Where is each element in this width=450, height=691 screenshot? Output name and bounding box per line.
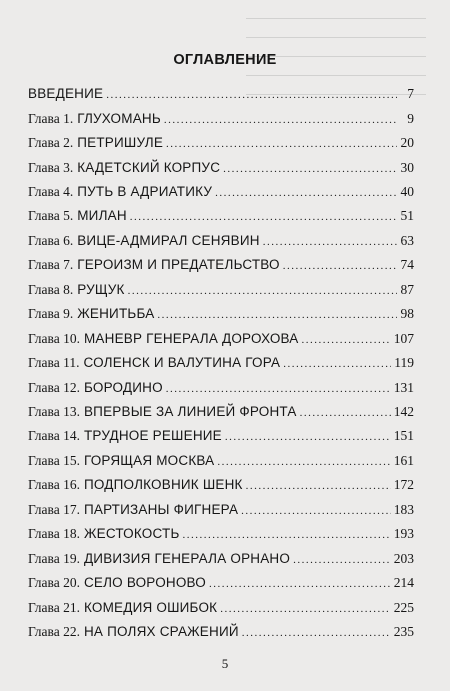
toc-entry-chapter [28, 184, 414, 204]
toc-entry-page: 225 [393, 599, 414, 615]
chapter-label: Глава 3. [28, 159, 74, 175]
dot-leader [293, 554, 391, 566]
toc-entry-page: 40 [400, 183, 414, 199]
toc-entry-chapter [28, 233, 414, 253]
dot-leader [164, 114, 397, 126]
toc-entry-title: ЖЕСТОКОСТЬ [83, 526, 180, 542]
toc-entry-page: 7 [407, 86, 414, 101]
chapter-label: Глава 22. [28, 624, 80, 639]
toc-entry-page: 142 [393, 404, 414, 419]
chapter-label: Глава 15. [28, 452, 80, 468]
dot-leader [106, 89, 397, 101]
toc-entry-page: 235 [393, 624, 414, 639]
toc-entry-chapter [28, 526, 414, 546]
page-title: ОГЛАВЛЕНИЕ [173, 52, 277, 68]
chapter-label: Глава 10. [28, 330, 80, 346]
toc-entry-title: ВВЕДЕНИЕ [28, 86, 104, 101]
toc-entry-page: 203 [393, 550, 414, 566]
chapter-label: Глава 9. [28, 306, 74, 322]
toc-entry-title: ДИВИЗИЯ ГЕНЕРАЛА ОРНАНО [83, 550, 291, 566]
toc-entry-page: 107 [393, 330, 414, 346]
toc-entry-title: КОМЕДИЯ ОШИБОК [83, 599, 218, 615]
toc-entry-title: КАДЕТСКИЙ КОРПУС [77, 159, 221, 175]
chapter-label: Глава 7. [28, 257, 74, 273]
toc-entry-chapter [28, 380, 414, 400]
toc-entry-chapter [28, 477, 414, 497]
toc-entry-chapter [28, 428, 414, 448]
toc-entry-page: 20 [400, 135, 414, 150]
chapter-label: Глава 19. [28, 550, 80, 566]
toc-entry-page: 87 [400, 281, 414, 297]
toc-entry-chapter [28, 453, 414, 473]
chapter-label: Глава 2. [28, 135, 74, 150]
toc-entry-page: 51 [400, 208, 414, 224]
toc-entry-page: 214 [393, 575, 414, 591]
toc-entry-title: ТРУДНОЕ РЕШЕНИЕ [83, 428, 222, 444]
toc-entry-title: ВИЦЕ-АДМИРАЛ СЕНЯВИН [77, 232, 260, 248]
toc-entry-page: 193 [393, 526, 414, 542]
toc-entry-chapter [28, 600, 414, 620]
toc-entry-title: МИЛАН [77, 208, 127, 224]
toc-entry-chapter [28, 306, 414, 326]
toc-entry-title: ГЛУХОМАНЬ [77, 110, 161, 126]
toc-entry-title: ВПЕРВЫЕ ЗА ЛИНИЕЙ ФРОНТА [83, 404, 297, 419]
toc-entry-introduction [28, 86, 414, 106]
chapter-label: Глава 4. [28, 183, 74, 199]
dot-leader [301, 334, 390, 346]
dot-leader [242, 627, 391, 639]
dot-leader [220, 603, 391, 615]
chapter-label: Глава 16. [28, 477, 80, 493]
toc-entry-title: БОРОДИНО [83, 379, 163, 395]
chapter-label: Глава 6. [28, 232, 74, 248]
dot-leader [217, 456, 390, 468]
toc-entry-page: 98 [400, 306, 414, 322]
toc-entry-chapter [28, 404, 414, 424]
dot-leader [223, 163, 397, 175]
toc-entry-title: ПАРТИЗАНЫ ФИГНЕРА [83, 501, 239, 517]
toc-entry-title: СЕЛО ВОРОНОВО [83, 575, 207, 591]
chapter-label: Глава 17. [28, 501, 80, 517]
chapter-label: Глава 20. [28, 575, 80, 591]
toc-entry-chapter [28, 624, 414, 644]
dot-leader [130, 211, 397, 223]
page-number: 5 [221, 656, 229, 671]
toc-entry-title: РУЩУК [77, 281, 125, 297]
dot-leader [283, 260, 397, 272]
toc-entry-title: МАНЕВР ГЕНЕРАЛА ДОРОХОВА [83, 330, 299, 346]
dot-leader [283, 358, 391, 370]
toc-entry-page: 74 [400, 257, 414, 273]
chapter-label: Глава 8. [28, 281, 74, 297]
dot-leader [241, 505, 391, 517]
toc-entry-title: ПУТЬ В АДРИАТИКУ [77, 183, 213, 199]
dot-leader [300, 407, 391, 419]
toc-entry-chapter [28, 575, 414, 595]
chapter-label: Глава 21. [28, 599, 80, 615]
toc-entry-chapter [28, 208, 414, 228]
chapter-label: Глава 5. [28, 208, 74, 224]
dot-leader [183, 529, 391, 541]
dot-leader [209, 578, 391, 590]
toc-entry-chapter [28, 355, 414, 375]
chapter-label: Глава 14. [28, 428, 80, 444]
dot-leader [157, 309, 397, 321]
toc-entry-page: 161 [393, 452, 414, 468]
dot-leader [246, 480, 391, 492]
dot-leader [225, 431, 391, 443]
chapter-label: Глава 18. [28, 526, 80, 542]
toc-entry-chapter [28, 502, 414, 522]
toc-entry-page: 172 [393, 477, 414, 493]
chapter-label: Глава 1. [28, 110, 74, 126]
toc-entry-title: ПЕТРИШУЛЕ [77, 135, 164, 150]
toc-entry-chapter [28, 135, 414, 155]
dot-leader [215, 187, 397, 199]
toc-entry-page: 151 [393, 428, 414, 444]
dot-leader [166, 383, 391, 395]
dot-leader [166, 138, 397, 150]
toc-entry-page: 63 [400, 232, 414, 248]
toc-entry-page: 131 [393, 379, 414, 395]
chapter-label: Глава 13. [28, 404, 80, 419]
toc-entry-title: ГЕРОИЗМ И ПРЕДАТЕЛЬСТВО [77, 257, 280, 273]
dot-leader [263, 236, 397, 248]
toc-entry-title: ЖЕНИТЬБА [77, 306, 155, 322]
chapter-label: Глава 12. [28, 379, 80, 395]
toc-entry-chapter [28, 160, 414, 180]
chapter-label: Глава 11. [28, 355, 80, 371]
toc-entry-chapter [28, 257, 414, 277]
toc-entry-page: 9 [407, 110, 414, 126]
dot-leader [128, 285, 397, 297]
toc-entry-page: 183 [393, 501, 414, 517]
toc-entry-title: НА ПОЛЯХ СРАЖЕНИЙ [83, 624, 239, 639]
toc-entry-page: 30 [400, 159, 414, 175]
toc-entry-chapter [28, 282, 414, 302]
toc-entry-chapter [28, 111, 414, 131]
toc-entry-chapter [28, 551, 414, 571]
toc-entry-title: СОЛЕНСК И ВАЛУТИНА ГОРА [83, 355, 281, 371]
toc-entry-chapter [28, 331, 414, 351]
toc-entry-title: ГОРЯЩАЯ МОСКВА [83, 452, 215, 468]
toc-entry-title: ПОДПОЛКОВНИК ШЕНК [83, 477, 243, 493]
toc-entry-page: 119 [394, 355, 414, 371]
